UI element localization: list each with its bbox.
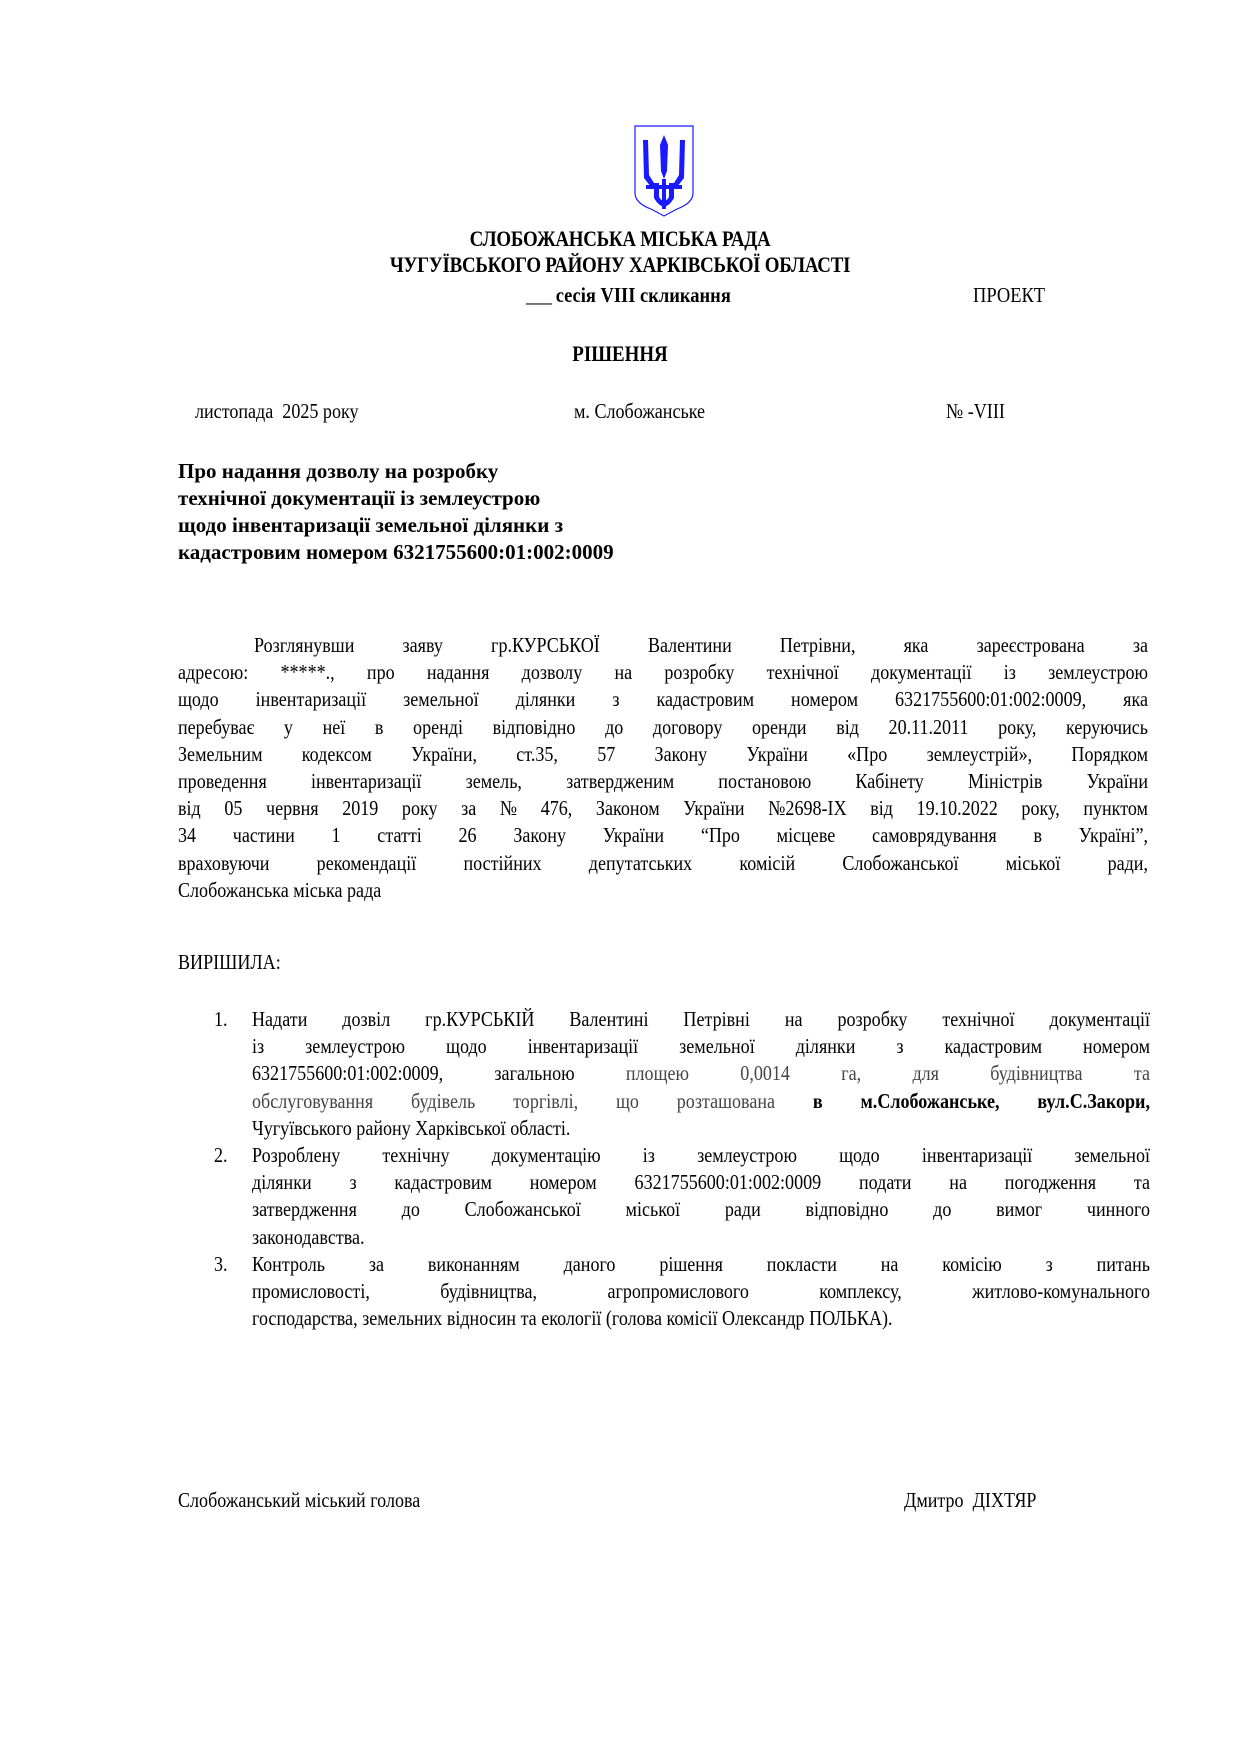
text-line <box>252 1006 1150 1033</box>
decision-item <box>214 1251 1150 1333</box>
subject-line: щодо інвентаризації земельної ділянки з <box>178 513 564 537</box>
text-line <box>252 1060 1150 1087</box>
text-segment: 6321755600:01:002:0009, загальною <box>252 1061 575 1086</box>
document-number: № -VIII <box>946 399 1005 423</box>
session-label: сесія VIII скликання <box>555 283 731 307</box>
subject-line: технічної документації із землеустрою <box>178 486 541 510</box>
text-line: Розроблену технічну документацію із землеустрою щодо інвентаризації земельної <box>252 1142 1151 1167</box>
signatory-name: Дмитро ДІХТЯР <box>904 1488 1037 1512</box>
text-line: враховуючи рекомендації постійних депутатських комісій Слобожанської міської ради, <box>178 850 1148 875</box>
text-line <box>252 1115 1150 1142</box>
item-number: 2. <box>214 1142 228 1167</box>
item-number: 3. <box>214 1251 228 1276</box>
text-segment: обслуговування будівель торгівлі, що розташована <box>252 1088 776 1113</box>
subject-line: Про надання дозволу на розробку <box>178 459 499 483</box>
session-number-blank: ___ <box>526 283 552 307</box>
project-status: ПРОЕКТ <box>973 283 1046 307</box>
text-line: адресою: *****., про надання дозволу на розробку технічної документації із землеустрою <box>178 660 1148 685</box>
council-name: СЛОБОЖАНСЬКА МІСЬКА РАДА <box>469 226 771 251</box>
session-line <box>526 283 731 308</box>
text-line: затвердження до Слобожанської міської ради відповідно до вимог чинного <box>252 1197 1151 1222</box>
subject-line: кадастровим номером 6321755600:01:002:0009 <box>178 540 614 564</box>
decided-label: ВИРІШИЛА: <box>178 950 281 974</box>
text-segment: Надати дозвіл гр.КУРСЬКІЙ Валентині Петрівні на розробку технічної документації <box>252 1007 1151 1031</box>
text-line: 34 частини 1 статті 26 Закону України “Про місцеве самоврядування в Україні”, <box>178 823 1148 848</box>
text-segment: в м.Слобожанське, вул.С.Закори, <box>775 1088 1150 1113</box>
text-line: промисловості, будівництва, агропромислового комплексу, житлово-комунального <box>252 1278 1151 1303</box>
text-line: Розглянувши заяву гр.КУРСЬКОЇ Валентини Петрівни, яка зареєстрована за <box>254 633 1148 657</box>
document-date: листопада 2025 року <box>195 399 359 423</box>
item-number: 1. <box>214 1007 228 1031</box>
text-line: господарства, земельних відносин та екології (голова комісії Олександр ПОЛЬКА). <box>252 1306 893 1331</box>
text-line: проведення інвентаризації земель, затвердженим постановою Кабінету Міністрів України <box>178 768 1148 793</box>
decision-items <box>214 1006 1150 1332</box>
text-line: перебуває у неї в оренді відповідно до договору оренди від 20.11.2011 року, керуючись <box>178 714 1148 739</box>
text-line <box>252 1033 1150 1060</box>
document-city: м. Слобожанське <box>574 399 706 423</box>
preamble-paragraph <box>178 632 1148 904</box>
text-line: щодо інвентаризації земельної ділянки з кадастровим номером 6321755600:01:002:0009, яка <box>178 687 1148 712</box>
decision-item <box>214 1006 1150 1142</box>
council-district: ЧУГУЇВСЬКОГО РАЙОНУ ХАРКІВСЬКОЇ ОБЛАСТІ <box>389 252 851 277</box>
text-line <box>252 1088 1150 1115</box>
text-line: Контроль за виконанням даного рішення покласти на комісію з питань <box>252 1251 1151 1276</box>
ukraine-trident-coat-of-arms-icon <box>632 123 696 219</box>
text-line: Земельним кодексом України, ст.35, 57 Закону України «Про землеустрій», Порядком <box>178 741 1148 766</box>
signatory-position: Слобожанський міський голова <box>178 1488 421 1512</box>
text-segment: Чугуївського району Харківської області. <box>252 1115 571 1140</box>
text-segment: із землеустрою щодо інвентаризації земельної ділянки з кадастровим номером <box>252 1034 1151 1059</box>
text-line: ділянки з кадастровим номером 6321755600:01:002:0009 подати на погодження та <box>252 1170 1151 1195</box>
document-type: РІШЕННЯ <box>572 341 668 366</box>
text-line: від 05 червня 2019 року за № 476, Законом України №2698-ІХ від 19.10.2022 року, пунктом <box>178 796 1148 821</box>
text-line: законодавства. <box>252 1224 365 1249</box>
decision-subject <box>178 458 614 566</box>
text-segment: площею 0,0014 га, для будівництва та <box>574 1061 1150 1086</box>
decision-item <box>214 1142 1150 1251</box>
text-line: Слобожанська міська рада <box>178 877 382 902</box>
